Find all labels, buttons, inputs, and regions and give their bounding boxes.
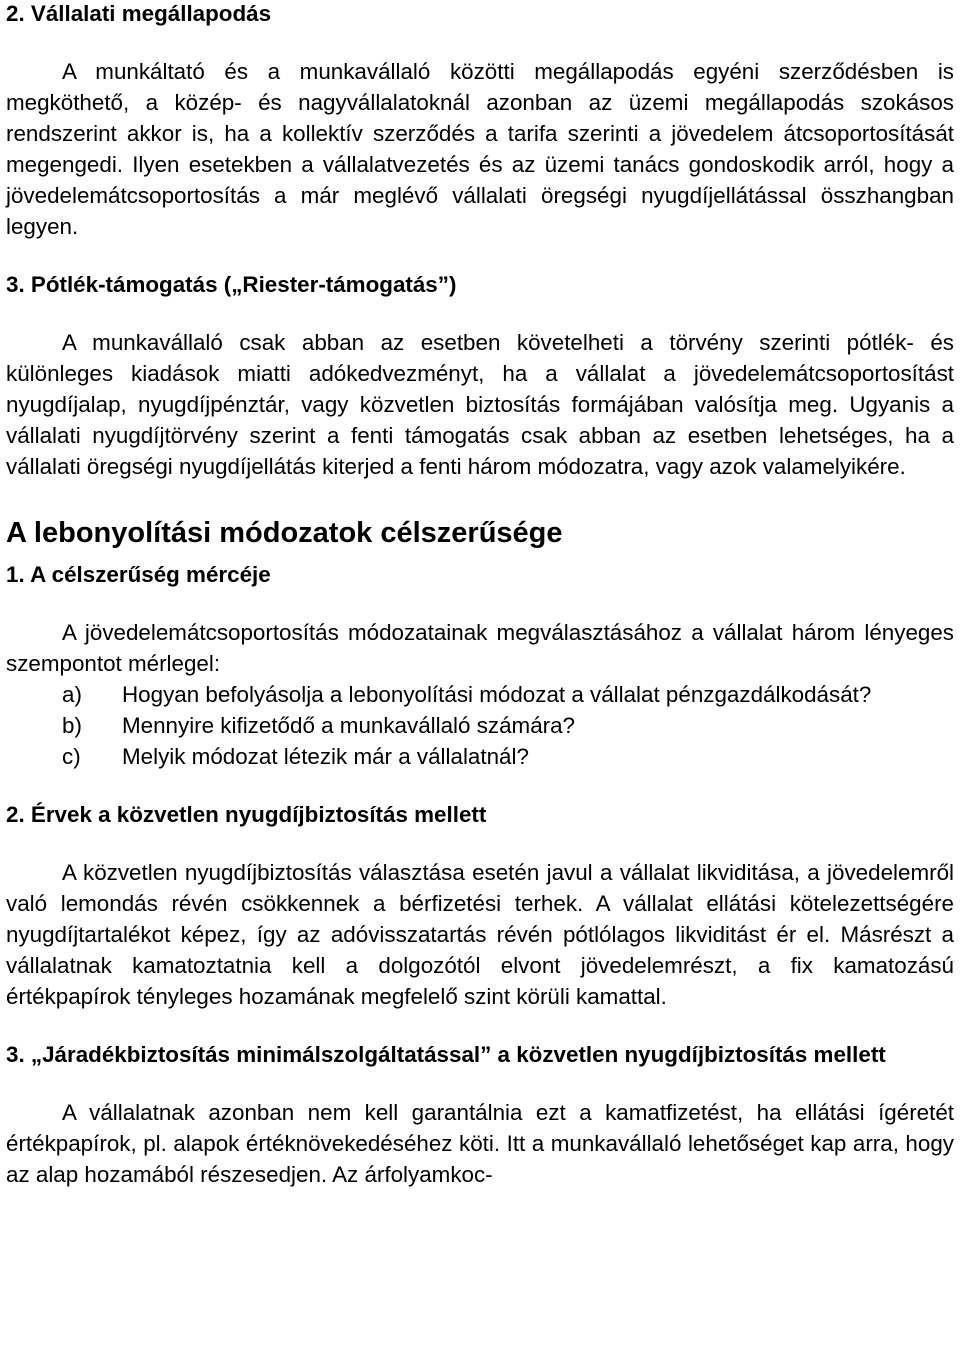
list-text: Hogyan befolyásolja a lebonyolítási módozat a vállalat pénzgazdálkodását?: [122, 682, 872, 707]
section-3-paragraph: A munkavállaló csak abban az esetben követelheti a törvény szerinti pótlék- és különleges kiadások miatti adókedvezményt, ha a vállalat a jövedelemátcsoportosítást nyugdíjalap, nyugdíjpénztár, vagy közvetlen biztosítás formájában valósítja meg. Ugyanis a vállalati nyugdíjtörvény szerint a fenti támogatás csak abban az esetben lehetséges, ha a vállalati öregségi nyugdíjellátás kiterjed a fenti három módozatra, vagy azok valamelyikére.: [6, 330, 954, 479]
subsection-2-title: 2. Érvek a közvetlen nyugdíjbiztosítás mellett: [6, 802, 487, 827]
subsection-1-title: 1. A célszerűség mércéje: [6, 562, 271, 587]
list-marker: b): [62, 713, 82, 738]
section-2-paragraph: A munkáltató és a munkavállaló közötti megállapodás egyéni szerződésben is megköthető, a közép- és nagyvállalatoknál azonban az üzemi megállapodás szokásos rendszerint akkor is, ha a kollektív szerződés a tarifa szerinti a jövedelem átcsoportosítását megengedi. Ilyen esetekben a vállalatvezetés és az üzemi tanács gondoskodik arról, hogy a jövedelemátcsoportosítás a már meglévő vállalati öregségi nyugdíjellátással összhangban legyen.: [6, 59, 954, 239]
document-page: [6, 0, 954, 1190]
subsection-2-paragraph: A közvetlen nyugdíjbiztosítás választása esetén javul a vállalat likviditása, a jövedelemről való lemondás révén csökkennek a bérfizetési terhek. A vállalat ellátási kötelezettségére nyugdíjtartalékot képez, így az adóvisszatartás révén pótlólagos likviditást ér el. Másrészt a vállalatnak kamatoztatnia kell a dolgozótól elvont jövedelemrészt, a fix kamatozású értékpapírok tényleges hozamának megfelelő szint körüli kamattal.: [6, 860, 954, 1009]
list-item: [6, 741, 954, 772]
main-heading: A lebonyolítási módozatok célszerűsége: [6, 517, 563, 549]
list-item: [6, 710, 954, 741]
list-marker: c): [62, 744, 81, 769]
subsection-3-paragraph: A vállalatnak azonban nem kell garantálnia ezt a kamatfizetést, ha ellátási ígéretét értékpapírok, pl. alapok értéknövekedéséhez köti. Itt a munkavállaló lehetőséget kap arra, hogy az alap hozamából részesedjen. Az árfolyamkoc-: [6, 1100, 954, 1187]
section-2-title: 2. Vállalati megállapodás: [6, 1, 272, 26]
list-text: Mennyire kifizetődő a munkavállaló számára?: [122, 713, 576, 738]
subsection-1-paragraph: A jövedelemátcsoportosítás módozatainak megválasztásához a vállalat három lényeges szempontot mérlegel:: [6, 620, 954, 676]
criteria-list: [6, 679, 954, 772]
list-text: Melyik módozat létezik már a vállalatnál?: [122, 744, 529, 769]
section-3-title: 3. Pótlék-támogatás („Riester-támogatás”): [6, 272, 457, 297]
list-marker: a): [62, 682, 82, 707]
list-item: [6, 679, 954, 710]
subsection-3-title: 3. „Járadékbiztosítás minimálszolgáltatással” a közvetlen nyugdíjbiztosítás mellett: [6, 1042, 886, 1067]
